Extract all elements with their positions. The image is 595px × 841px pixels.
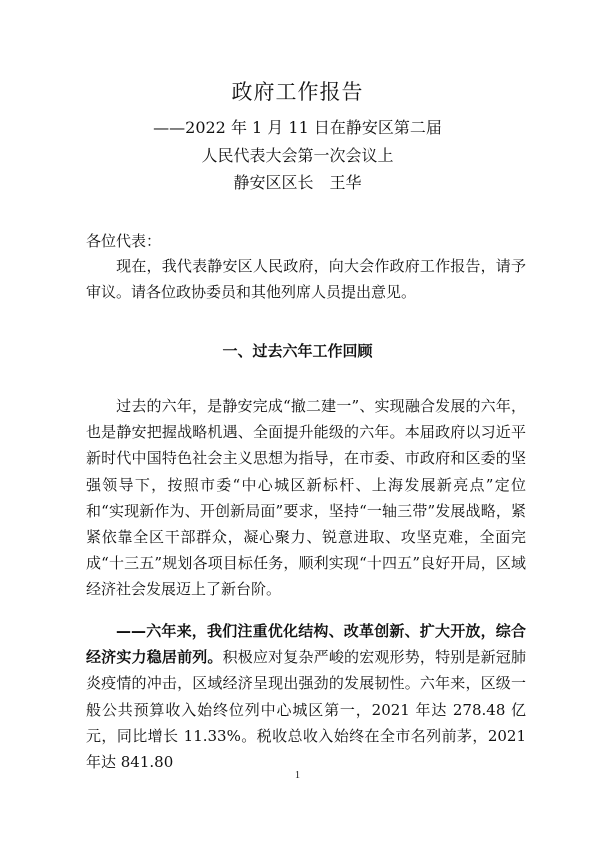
document-title: 政府工作报告 [231,80,364,104]
paragraph-economy-lead: ——六年来，我们注重优化结构、改革创新、扩大开放，综合经济实力稳居前列。 [86,622,526,667]
document-subtitle-date: ——2022 年 1 月 11 日在静安区第二届 [153,118,442,137]
paragraph-economy-text: 积极应对复杂严峻的宏观形势，特别是新冠肺炎疫情的冲击，区域经济呈现出强劲的发展韧性。六年来，区级一般公共预算收入始终位列中心城区第一，2021 年达 278.48 亿元，同比增长 11.33%。税收总收入始终在全市名列前茅，2021 年达 841.80 [86,648,526,772]
paragraph-economy [86,618,526,775]
paragraph-review [86,393,526,603]
page-number: 1 [295,770,300,781]
paragraph-review-text: 过去的六年，是静安完成“撤二建一”、实现融合发展的六年，也是静安把握战略机遇、全面提升能级的六年。本届政府以习近平新时代中国特色社会主义思想为指导，在市委、市政府和区委的坚强领导下，按照市委“中心城区新标杆、上海发展新亮点”定位和“实现新作为、开创新局面”要求，坚持“一轴三带”发展战略，紧紧依靠全区干部群众，凝心聚力、锐意进取、攻坚克难，全面完成“十三五”规划各项目标任务，顺利实现“十四五”良好开局，区域经济社会发展迈上了新台阶。 [86,397,526,599]
intro-text: 现在，我代表静安区人民政府，向大会作政府工作报告，请予审议。请各位政协委员和其他列席人员提出意见。 [86,257,526,302]
section-heading: 一、过去六年工作回顾 [222,342,373,360]
salutation: 各位代表： [86,232,162,250]
document-subtitle-meeting: 人民代表大会第一次会议上 [201,146,394,165]
intro-paragraph [86,253,526,305]
document-subtitle-speaker: 静安区区长 王华 [233,173,362,192]
